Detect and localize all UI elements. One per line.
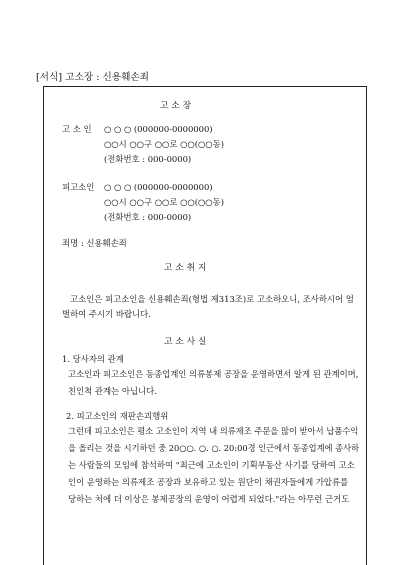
purpose-heading: 고 소 취 지 [164,263,207,273]
document-title: 고 소 장 [160,101,192,111]
complainant-name: ○ ○ ○ (000000-0000000) [104,124,213,134]
complainant-address: ○○시 ○○구 ○○로 ○○(○○동) [104,139,224,149]
complainant-label: 고 소 인 [62,124,92,134]
form-caption: [서식] 고소장 : 신용훼손죄 [36,72,150,83]
section-2-line: 을 올리는 것을 시기하던 중 20○○. ○. ○. 20:00경 인근에서 동종업계에 종사하 [68,443,360,453]
complainant-phone: (전화번호 : 000-0000) [104,154,192,164]
section-2-line: 그런데 피고소인은 평소 고소인이 지역 내 의류제조 주문을 많이 받아서 납품수익 [68,426,359,436]
accused-label: 피고소인 [62,182,95,192]
purpose-text-line-1: 고소인은 피고소인을 신용훼손죄(형법 제313조)로 고소하오니, 조사하시어 엄 [70,294,354,304]
section-2-line: 인이 운영하는 의류제조 공장과 보유하고 있는 원단이 채권자들에게 가압류를 [68,477,349,487]
accused-phone: (전화번호 : 000-0000) [104,212,192,222]
accused-name: ○ ○ ○ (000000-0000000) [104,182,213,192]
charge-line: 죄명 : 신용훼손죄 [62,238,127,248]
section-2-line: 는 사람들의 모임에 참석하여 "최근에 고소인이 기획부동산 사기를 당하여 고소 [68,460,355,470]
facts-heading: 고 소 사 실 [164,337,207,347]
section-1-line-2: 친인척 관계는 아닙니다. [68,386,157,396]
accused-address: ○○시 ○○구 ○○로 ○○(○○동) [104,197,224,207]
section-1-line-1: 고소인과 피고소인은 동종업계인 의류봉제 공장을 운영하면서 알게 된 관계이며, [68,369,359,379]
complaint-document [43,86,367,565]
section-2-line: 당하는 처에 더 이상은 봉제공장의 운영이 어렵게 되었다."라는 아무런 근거도 [68,494,350,504]
section-1-title: 1. 당사자의 관계 [62,354,124,364]
purpose-text-line-2: 벌하여 주시기 바랍니다. [62,309,151,319]
section-2-title: 2. 피고소인의 재판손괴행위 [66,411,169,421]
